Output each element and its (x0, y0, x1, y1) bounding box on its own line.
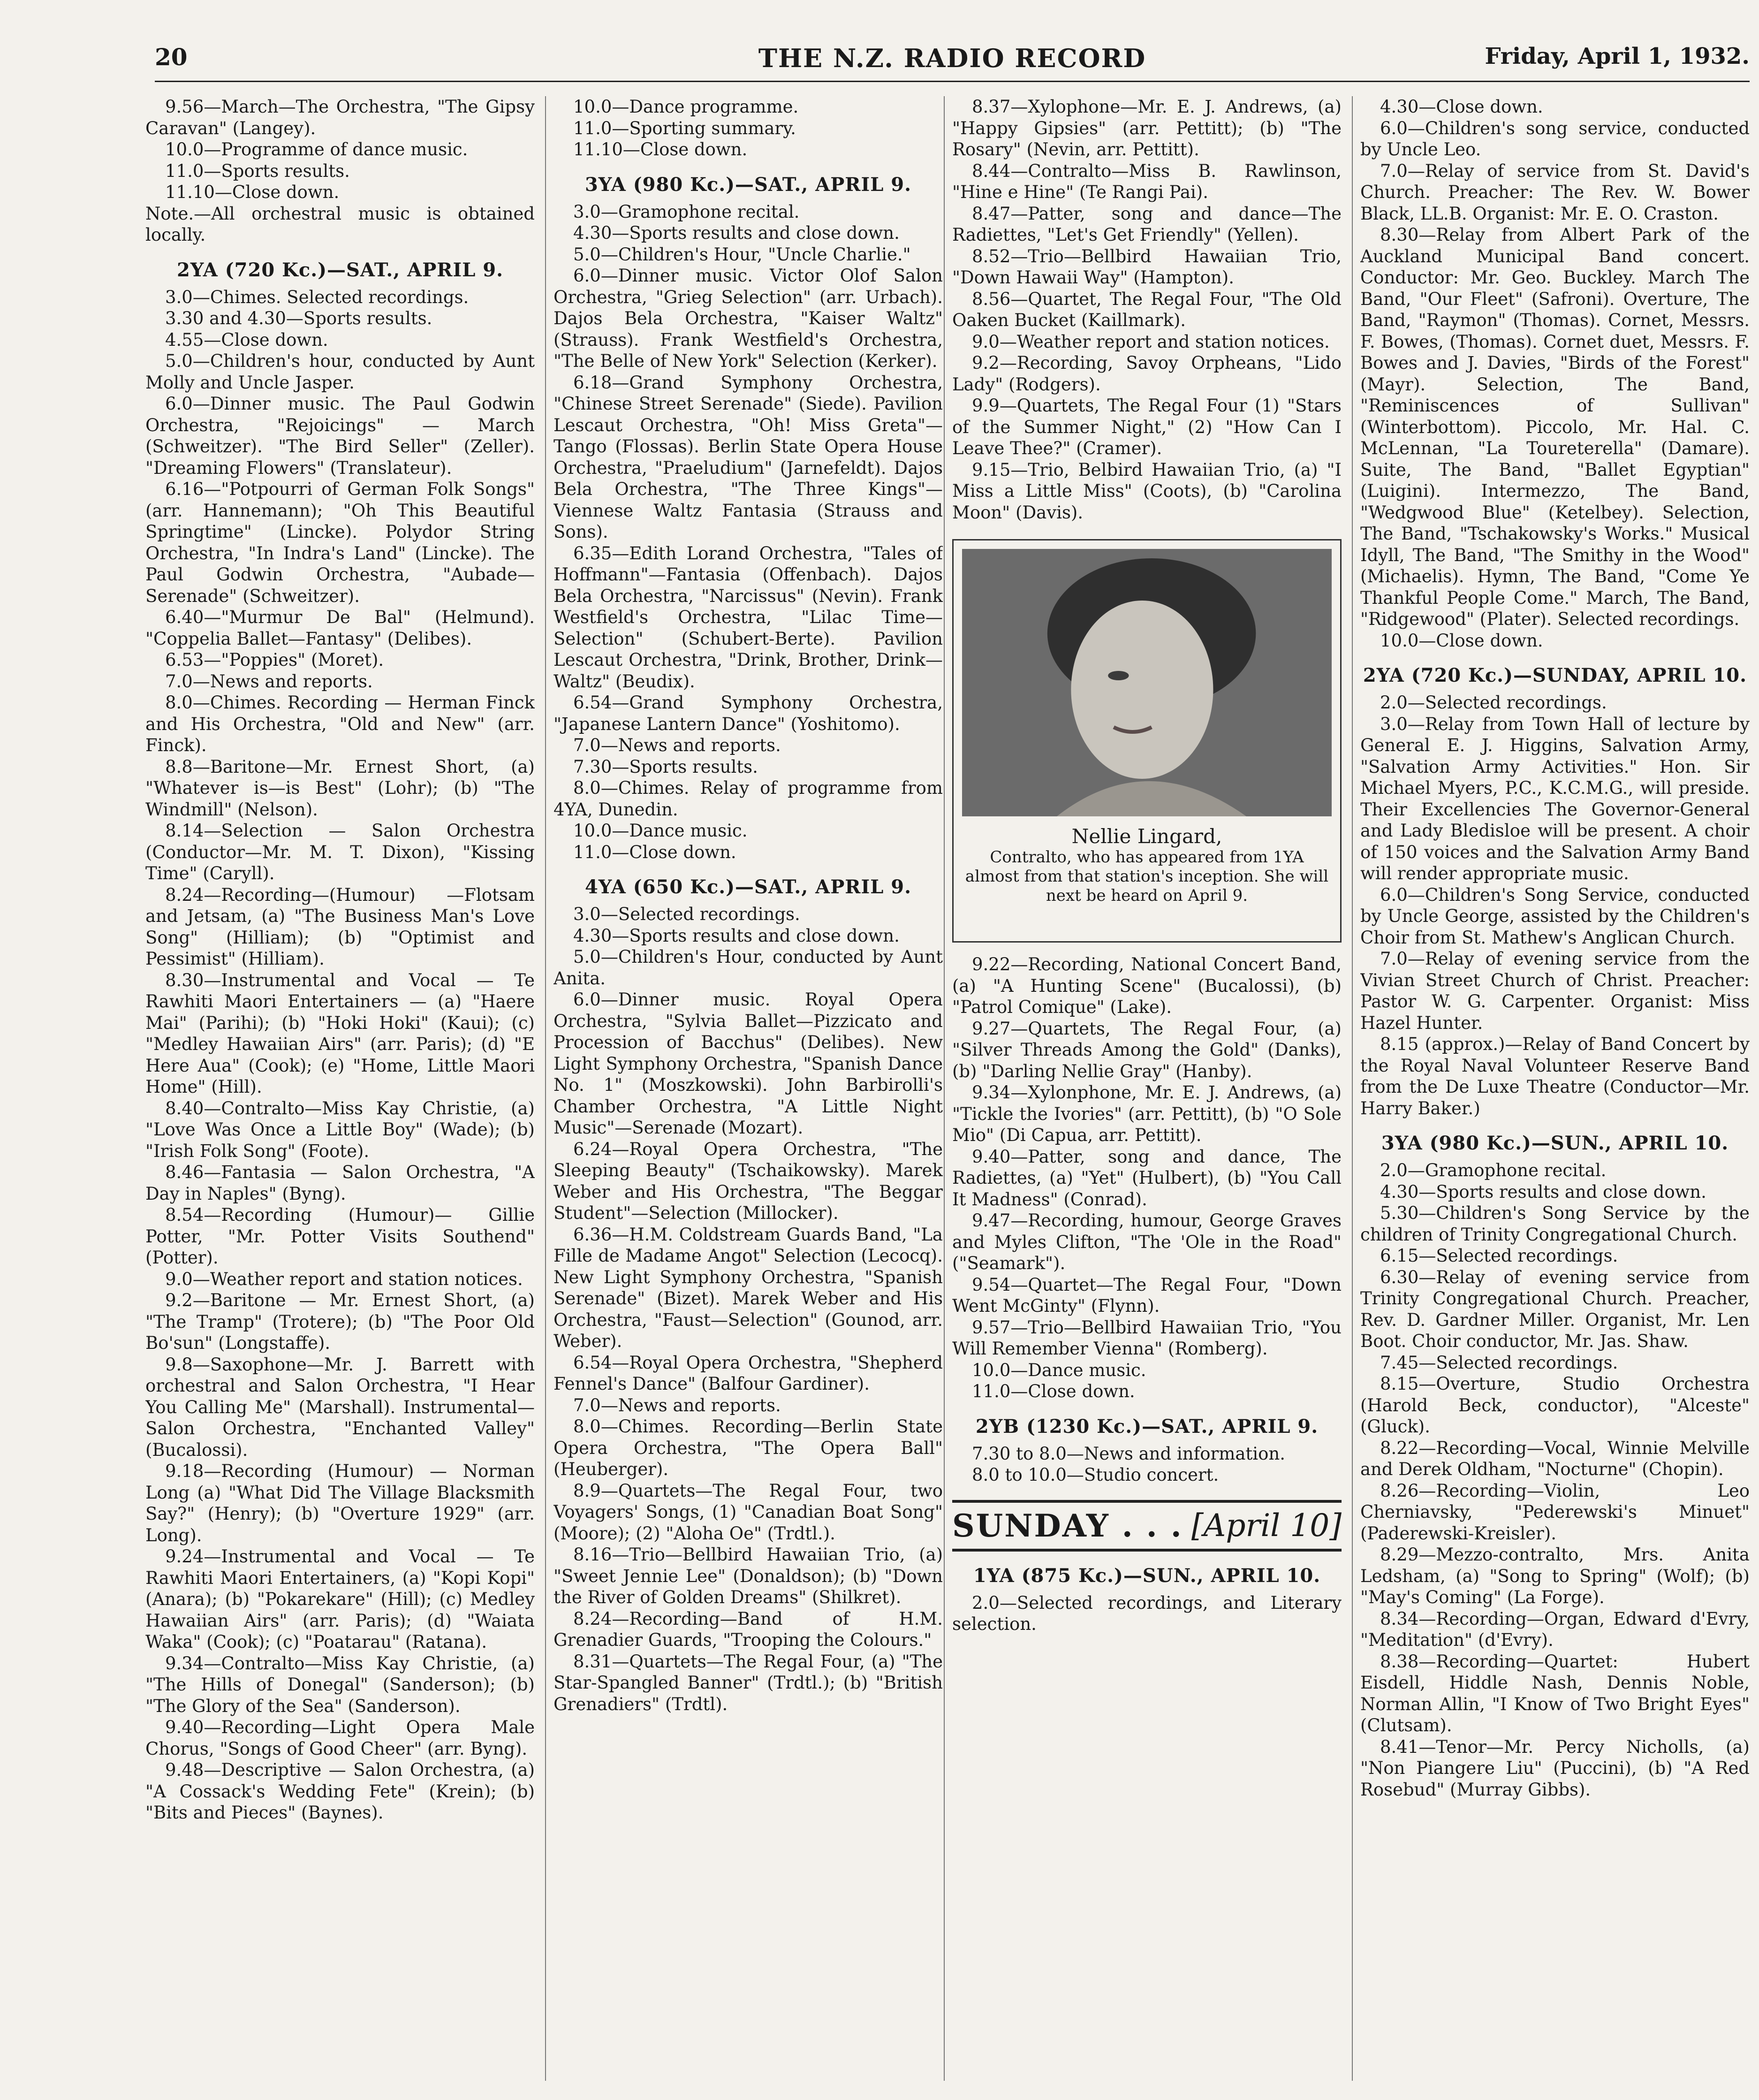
programme-entry: 7.30—Sports results. (573, 756, 758, 777)
programme-entry: 9.57—Trio—Bellbird Hawaiian Trio, "You Will Remember Vienna" (Romberg). (952, 1317, 1342, 1359)
programme-entry: 8.0—Chimes. Recording—Berlin State Opera Orchestra, "The Opera Ball" (Heuberger). (553, 1416, 943, 1479)
programme-entry: 8.16—Trio—Bellbird Hawaiian Trio, (a) "Sweet Jennie Lee" (Donaldson); (b) "Down the River of Golden Dreams" (Shilkret). (553, 1545, 943, 1607)
programme-entry: 7.0—Relay of service from St. David's Church. Preacher: The Rev. W. Bower Black, LL.B. Organist: Mr. E. O. Craston. (1360, 160, 1750, 224)
programme-entry: 8.31—Quartets—The Regal Four, (a) "The Star-Spangled Banner" (Trdtl.); (b) "British Grenadiers" (Trdtl). (553, 1651, 943, 1714)
programme-entry: 5.0—Children's Hour, "Uncle Charlie." (573, 244, 911, 265)
programme-entry: 4.30—Close down. (1380, 97, 1543, 117)
programme-entry: 8.46—Fantasia — Salon Orchestra, "A Day in Naples" (Byng). (145, 1162, 535, 1204)
programme-entry: 6.54—Grand Symphony Orchestra, "Japanese Lantern Dance" (Yoshitomo). (553, 692, 943, 734)
sunday-banner (952, 1500, 1342, 1552)
station-heading: 2YA (720 Kc.)—SAT., APRIL 9. (176, 259, 504, 281)
programme-entry: 9.24—Instrumental and Vocal — Te Rawhiti Maori Entertainers, (a) "Kopi Kopi" (Anara); (b) "Pokarekare" (Hill); (c) Medley Hawaiian Airs" (arr. Paris); (d) "Waiata Waka" (Cook); (c) "Poatarau" (Ratana). (145, 1546, 535, 1652)
programme-entry: 8.9—Quartets—The Regal Four, two Voyagers' Songs, (1) "Canadian Boat Song" (Moore); (2) "Aloha Oe" (Trdtl.). (553, 1480, 943, 1544)
programme-entry: 4.30—Sports results and close down. (573, 925, 900, 946)
programme-entry: 8.47—Patter, song and dance—The Radiettes, "Let's Get Friendly" (Yellen). (952, 203, 1342, 245)
programme-entry: 9.9—Quartets, The Regal Four (1) "Stars of the Summer Night," (2) "How Can I Leave Thee?" (Cramer). (952, 396, 1342, 458)
programme-entry: 6.40—"Murmur De Bal" (Helmund). "Coppelia Ballet—Fantasy" (Delibes). (145, 607, 535, 649)
programme-entry: 9.15—Trio, Belbird Hawaiian Trio, (a) "I Miss a Little Miss" (Coots), (b) "Carolina Moon" (Davis). (952, 459, 1342, 523)
programme-entry: 5.30—Children's Song Service by the children of Trinity Congregational Church. (1360, 1203, 1750, 1245)
programme-entry: 8.30—Instrumental and Vocal — Te Rawhiti Maori Entertainers — (a) "Haere Mai" (Parihi); (b) "Hoki Hoki" (Kaui); (c) "Medley Hawaiian Airs" (arr. Paris); (d) "E Here Aua" (Cook); (e) "Home, Little Maori Home" (Hill). (145, 970, 535, 1097)
programme-entry: 5.0—Children's hour, conducted by Aunt Molly and Uncle Jasper. (145, 351, 535, 393)
programme-entry: 9.56—March—The Orchestra, "The Gipsy Caravan" (Langey). (145, 97, 535, 138)
programme-entry: 4.55—Close down. (165, 329, 328, 350)
programme-entry: 8.30—Relay from Albert Park of the Auckland Municipal Band concert. Conductor: Mr. Geo. Buckley. March The Band, "Our Fleet" (Safroni). Overture, The Band, "Raymon" (Thomas). Cornet, Messrs. F. Bowes, (Thomas). Cornet duet, Messrs. F. Bowes and J. Davies, "Birds of the Forest" (Mayr). Selection, The Band, "Reminiscences of Sullivan" (Winterbottom). Piccolo, Mr. Hal. C. McLennan, "La Toureterella" (Damare). Suite, The Band, "Ballet Egyptian" (Luigini). Intermezzo, The Band, "Wedgwood Blue" (Ketelbey). Selection, The Band, "Tschakowsky's Works." Musical Idyll, The Band, "The Smithy in the Wood" (Michaelis). Hymn, The Band, "Come Ye Thankful People Come." March, The Band, "Ridgewood" (Plater). Selected recordings. (1360, 225, 1750, 629)
programme-entry: 6.0—Dinner music. Royal Opera Orchestra, "Sylvia Ballet—Pizzicato and Procession of Bacchus" (Delibes). New Light Symphony Orchestra, "Spanish Dance No. 1" (Moszkowski). John Barbirolli's Chamber Orchestra, "A Little Night Music"—Serenade (Mozart). (553, 989, 943, 1138)
column-rule (1352, 96, 1353, 2081)
programme-entry: 6.0—Dinner music. Victor Olof Salon Orchestra, "Grieg Selection" (arr. Urbach). Dajos Bela Orchestra, "Kaiser Waltz" (Strauss). Frank Westfield's Orchestra, "The Belle of New York" Selection (Kerker). (553, 266, 943, 371)
programme-entry: 9.34—Xylonphone, Mr. E. J. Andrews, (a) "Tickle the Ivories" (arr. Pettitt), (b) "O Sole Mio" (Di Capua, arr. Pettitt). (952, 1082, 1342, 1145)
programme-entry: 9.22—Recording, National Concert Band, (a) "A Hunting Scene" (Bucalossi), (b) "Patrol Comique" (Lake). (952, 954, 1342, 1017)
portrait-name: Nellie Lingard, (1071, 825, 1222, 848)
programme-entry: 8.29—Mezzo-contralto, Mrs. Anita Ledsham, (a) "Song to Spring" (Wolf); (b) "May's Coming" (La Forge). (1360, 1545, 1750, 1607)
programme-entry: 2.0—Selected recordings, and Literary selection. (952, 1592, 1342, 1634)
programme-entry: 9.48—Descriptive — Salon Orchestra, (a) "A Cossack's Wedding Fete" (Krein); (b) "Bits and Pieces" (Baynes). (145, 1760, 535, 1823)
programme-entry: 11.0—Close down. (972, 1381, 1135, 1401)
programme-entry: 7.30 to 8.0—News and information. (972, 1443, 1285, 1464)
programme-entry: 8.0—Chimes. Relay of programme from 4YA, Dunedin. (553, 778, 943, 820)
programme-entry: 10.0—Programme of dance music. (165, 139, 468, 160)
programme-entry: 8.37—Xylophone—Mr. E. J. Andrews, (a) "Happy Gipsies" (arr. Pettitt); (b) "The Rosary" (Nevin, arr. Pettitt). (952, 97, 1342, 160)
programme-entry: 3.0—Relay from Town Hall of lecture by General E. J. Higgins, Salvation Army, "Salvation Army Activities." Hon. Sir Michael Myers, P.C., K.C.M.G., will preside. Their Excellencies The Governor-General and Lady Bledisloe will be present. A choir of 150 voices and the Salvation Army Band will render appropriate music. (1360, 714, 1750, 883)
programme-entry: 6.24—Royal Opera Orchestra, "The Sleeping Beauty" (Tschaikowsky). Marek Weber and His Orchestra, "The Beggar Student"—Selection (Millocker). (553, 1139, 943, 1223)
programme-entry: 8.0 to 10.0—Studio concert. (972, 1465, 1219, 1485)
programme-entry: 10.0—Dance music. (972, 1360, 1146, 1380)
page-number: 20 (155, 43, 188, 71)
programme-entry: 8.56—Quartet, The Regal Four, "The Old Oaken Bucket (Kaillmark). (952, 289, 1342, 330)
column-2 (553, 96, 943, 2085)
portrait-image (962, 549, 1332, 816)
programme-entry: 6.36—H.M. Coldstream Guards Band, "La Fille de Madame Angot" Selection (Lecocq). New Light Symphony Orchestra, "Spanish Serenade" (Bizet). Marek Weber and His Orchestra, "Faust—Selection" (Gounod, arr. Weber). (553, 1224, 943, 1351)
programme-entry: 9.8—Saxophone—Mr. J. Barrett with orchestral and Salon Orchestra, "I Hear You Calling Me" (Marshall). Instrumental—Salon Orchestra, "Enchanted Valley" (Bucalossi). (145, 1354, 535, 1460)
programme-entry: 9.2—Baritone — Mr. Ernest Short, (a) "The Tramp" (Trotere); (b) "The Poor Old Bo'sun" (Longstaffe). (145, 1290, 535, 1353)
column-3-bottom (952, 954, 1342, 1486)
column-3-top (952, 96, 1342, 523)
programme-entry: 9.0—Weather report and station notices. (972, 331, 1330, 352)
programme-entry: 8.52—Trio—Bellbird Hawaiian Trio, "Down Hawaii Way" (Hampton). (952, 246, 1342, 288)
programme-entry: 9.40—Patter, song and dance, The Radiettes, (a) "Yet" (Hulbert), (b) "You Call It Madness" (Conrad). (952, 1146, 1342, 1210)
programme-entry: 6.35—Edith Lorand Orchestra, "Tales of Hoffmann"—Fantasia (Offenbach). Dajos Bela Orchestra, "Narcissus" (Nevin). Frank Westfield's Orchestra, "Lilac Time—Selection" (Schubert-Berte). Pavilion Lescaut Orchestra, "Drink, Brother, Drink—Waltz" (Beudix). (553, 543, 943, 692)
programme-entry: 6.0—Children's Song Service, conducted by Uncle George, assisted by the Children's Choir from St. Mathew's Anglican Church. (1360, 884, 1750, 948)
programme-entry: 7.0—News and reports. (573, 735, 781, 755)
programme-entry: 3.30 and 4.30—Sports results. (165, 308, 432, 328)
programme-entry: 8.24—Recording—Band of H.M. Grenadier Guards, "Trooping the Colours." (553, 1608, 943, 1650)
programme-entry: 11.0—Close down. (573, 842, 736, 862)
column-3-end (952, 1565, 1342, 1635)
programme-entry: 10.0—Dance programme. (573, 97, 799, 117)
sunday-label: SUNDAY . . . (952, 1507, 1183, 1544)
sunday-date: [April 10] (1191, 1507, 1342, 1544)
programme-entry: Note.—All orchestral music is obtained locally. (145, 203, 535, 245)
programme-entry: 8.0—Chimes. Recording — Herman Finck and His Orchestra, "Old and New" (arr. Finck). (145, 692, 535, 755)
programme-entry: 11.0—Sports results. (165, 160, 350, 181)
programme-entry: 6.54—Royal Opera Orchestra, "Shepherd Fennel's Dance" (Balfour Gardiner). (553, 1352, 943, 1394)
programme-entry: 5.0—Children's Hour, conducted by Aunt Anita. (553, 947, 943, 989)
column-3 (952, 96, 1342, 2085)
programme-entry: 7.45—Selected recordings. (1380, 1352, 1618, 1373)
programme-entry: 8.8—Baritone—Mr. Ernest Short, (a) "Whatever is—is Best" (Lohr); (b) "The Windmill" (Nelson). (145, 756, 535, 820)
programme-entry: 9.47—Recording, humour, George Graves and Myles Clifton, "The 'Ole in the Road" ("Seamark"). (952, 1210, 1342, 1273)
station-heading: 3YA (980 Kc.)—SUN., APRIL 10. (1381, 1132, 1729, 1154)
column-rule (944, 96, 945, 2081)
station-heading: 1YA (875 Kc.)—SUN., APRIL 10. (973, 1564, 1321, 1587)
programme-entry: 11.0—Sporting summary. (573, 118, 796, 138)
programme-entry: 10.0—Dance music. (573, 821, 748, 841)
programme-entry: 9.34—Contralto—Miss Kay Christie, (a) "The Hills of Donegal" (Sanderson); (b) "The Glory of the Sea" (Sanderson). (145, 1653, 535, 1716)
programme-entry: 8.40—Contralto—Miss Kay Christie, (a) "Love Was Once a Little Boy" (Wade); (b) "Irish Folk Song" (Foote). (145, 1098, 535, 1161)
station-heading: 2YB (1230 Kc.)—SAT., APRIL 9. (975, 1415, 1319, 1438)
programme-entry: 7.0—Relay of evening service from the Vivian Street Church of Christ. Preacher: Pastor W. G. Carpenter. Organist: Miss Hazel Hunter. (1360, 949, 1750, 1033)
station-heading: 3YA (980 Kc.)—SAT., APRIL 9. (584, 173, 912, 196)
programme-entry: 4.30—Sports results and close down. (573, 223, 900, 243)
programme-entry: 8.15—Overture, Studio Orchestra (Harold Beck, conductor), "Alceste" (Gluck). (1360, 1374, 1750, 1437)
programme-entry: 8.22—Recording—Vocal, Winnie Melville and Derek Oldham, "Nocturne" (Chopin). (1360, 1438, 1750, 1479)
column-rule (545, 96, 546, 2081)
programme-entry: 6.30—Relay of evening service from Trinity Congregational Church. Preacher, Rev. D. Gardner Miller. Organist, Mr. Len Boot. Choir conductor, Mr. Jas. Shaw. (1360, 1267, 1750, 1351)
programme-entry: 8.44—Contralto—Miss B. Rawlinson, "Hine e Hine" (Te Rangi Pai). (952, 160, 1342, 202)
programme-entry: 2.0—Selected recordings. (1380, 692, 1607, 713)
station-heading: 4YA (650 Kc.)—SAT., APRIL 9. (584, 876, 912, 898)
programme-entry: 6.0—Dinner music. The Paul Godwin Orchestra, "Rejoicings" — March (Schweitzer). "The Bird Seller" (Zeller). "Dreaming Flowers" (Translateur). (145, 394, 535, 478)
programme-entry: 6.0—Children's song service, conducted by Uncle Leo. (1360, 118, 1750, 160)
programme-entry: 8.38—Recording—Quartet: Hubert Eisdell, Hiddle Nash, Dennis Noble, Norman Allin, "I Know of Two Bright Eyes" (Clutsam). (1360, 1651, 1750, 1735)
programme-entry: 9.27—Quartets, The Regal Four, (a) "Silver Threads Among the Gold" (Danks), (b) "Darling Nellie Gray" (Hanby). (952, 1018, 1342, 1081)
programme-entry: 8.34—Recording—Organ, Edward d'Evry, "Meditation" (d'Evry). (1360, 1608, 1750, 1650)
programme-entry: 9.54—Quartet—The Regal Four, "Down Went McGinty" (Flynn). (952, 1274, 1342, 1316)
programme-entry: 3.0—Chimes. Selected recordings. (165, 287, 469, 307)
portrait-photo (962, 549, 1332, 816)
programme-entry: 6.16—"Potpourri of German Folk Songs" (arr. Hannemann); "Oh This Beautiful Springtime" (Lincke). Polydor String Orchestra, "In Indra's Land" (Lincke). The Paul Godwin Orchestra, "Aubade—Serenade" (Schweitzer). (145, 479, 535, 606)
programme-entry: 8.41—Tenor—Mr. Percy Nicholls, (a) "Non Piangere Liu" (Puccini), (b) "A Red Rosebud" (Murray Gibbs). (1360, 1736, 1750, 1800)
programme-entry: 6.53—"Poppies" (Moret). (165, 650, 384, 670)
programme-entry: 3.0—Selected recordings. (573, 904, 800, 924)
programme-entry: 8.14—Selection — Salon Orchestra (Conductor—Mr. M. T. Dixon), "Kissing Time" (Caryll). (145, 821, 535, 883)
column-1 (145, 96, 535, 2085)
programme-entry: 7.0—News and reports. (165, 671, 373, 692)
programme-entry: 6.15—Selected recordings. (1380, 1246, 1618, 1266)
programme-entry: 11.10—Close down. (573, 139, 748, 160)
programme-entry: 7.0—News and reports. (573, 1395, 781, 1415)
programme-entry: 8.15 (approx.)—Relay of Band Concert by the Royal Naval Volunteer Reserve Band from the De Luxe Theatre (Conductor—Mr. Harry Baker.) (1360, 1034, 1750, 1118)
programme-entry: 2.0—Gramophone recital. (1380, 1160, 1607, 1180)
station-heading: 2YA (720 Kc.)—SUNDAY, APRIL 10. (1363, 664, 1747, 686)
programme-entry: 8.24—Recording—(Humour) —Flotsam and Jetsam, (a) "The Business Man's Love Song" (Hilliam); (b) "Optimist and Pessimist" (Hilliam). (145, 884, 535, 969)
issue-date: Friday, April 1, 1932. (1485, 43, 1750, 69)
programme-entry: 9.40—Recording—Light Opera Male Chorus, "Songs of Good Cheer" (arr. Byng). (145, 1717, 535, 1759)
programme-entry: 8.26—Recording—Violin, Leo Cherniavsky, "Pederewski's Minuet" (Paderewski-Kreisler). (1360, 1480, 1750, 1544)
programme-entry: 9.18—Recording (Humour) — Norman Long (a) "What Did The Village Blacksmith Say?" (Henry); (b) "Overture 1929" (arr. Long). (145, 1461, 535, 1545)
column-4 (1360, 96, 1750, 2085)
programme-entry: 10.0—Close down. (1380, 630, 1543, 651)
programme-entry: 9.0—Weather report and station notices. (165, 1269, 523, 1289)
page-header (155, 43, 1750, 82)
programme-entry: 3.0—Gramophone recital. (573, 201, 800, 222)
portrait-caption: Contralto, who has appeared from 1YA almost from that station's inception. She will next be heard on April 9. (965, 848, 1329, 905)
programme-entry: 4.30—Sports results and close down. (1380, 1181, 1706, 1202)
portrait-feature (952, 539, 1342, 943)
programme-entry: 8.54—Recording (Humour)— Gillie Potter, "Mr. Potter Visits Southend" (Potter). (145, 1205, 535, 1268)
programme-entry: 9.2—Recording, Savoy Orpheans, "Lido Lady" (Rodgers). (952, 353, 1342, 395)
masthead-title: THE N.Z. RADIO RECORD (758, 43, 1146, 73)
programme-entry: 6.18—Grand Symphony Orchestra, "Chinese Street Serenade" (Siede). Pavilion Lescaut Orchestra, "Oh! Miss Greta"—Tango (Flossas). Berlin State Opera House Orchestra, "Praeludium" (Jarnefeldt). Dajos Bela Orchestra, "The Three Kings"—Viennese Waltz Fantasia (Strauss and Sons). (553, 372, 943, 542)
programme-entry: 11.10—Close down. (165, 182, 340, 202)
